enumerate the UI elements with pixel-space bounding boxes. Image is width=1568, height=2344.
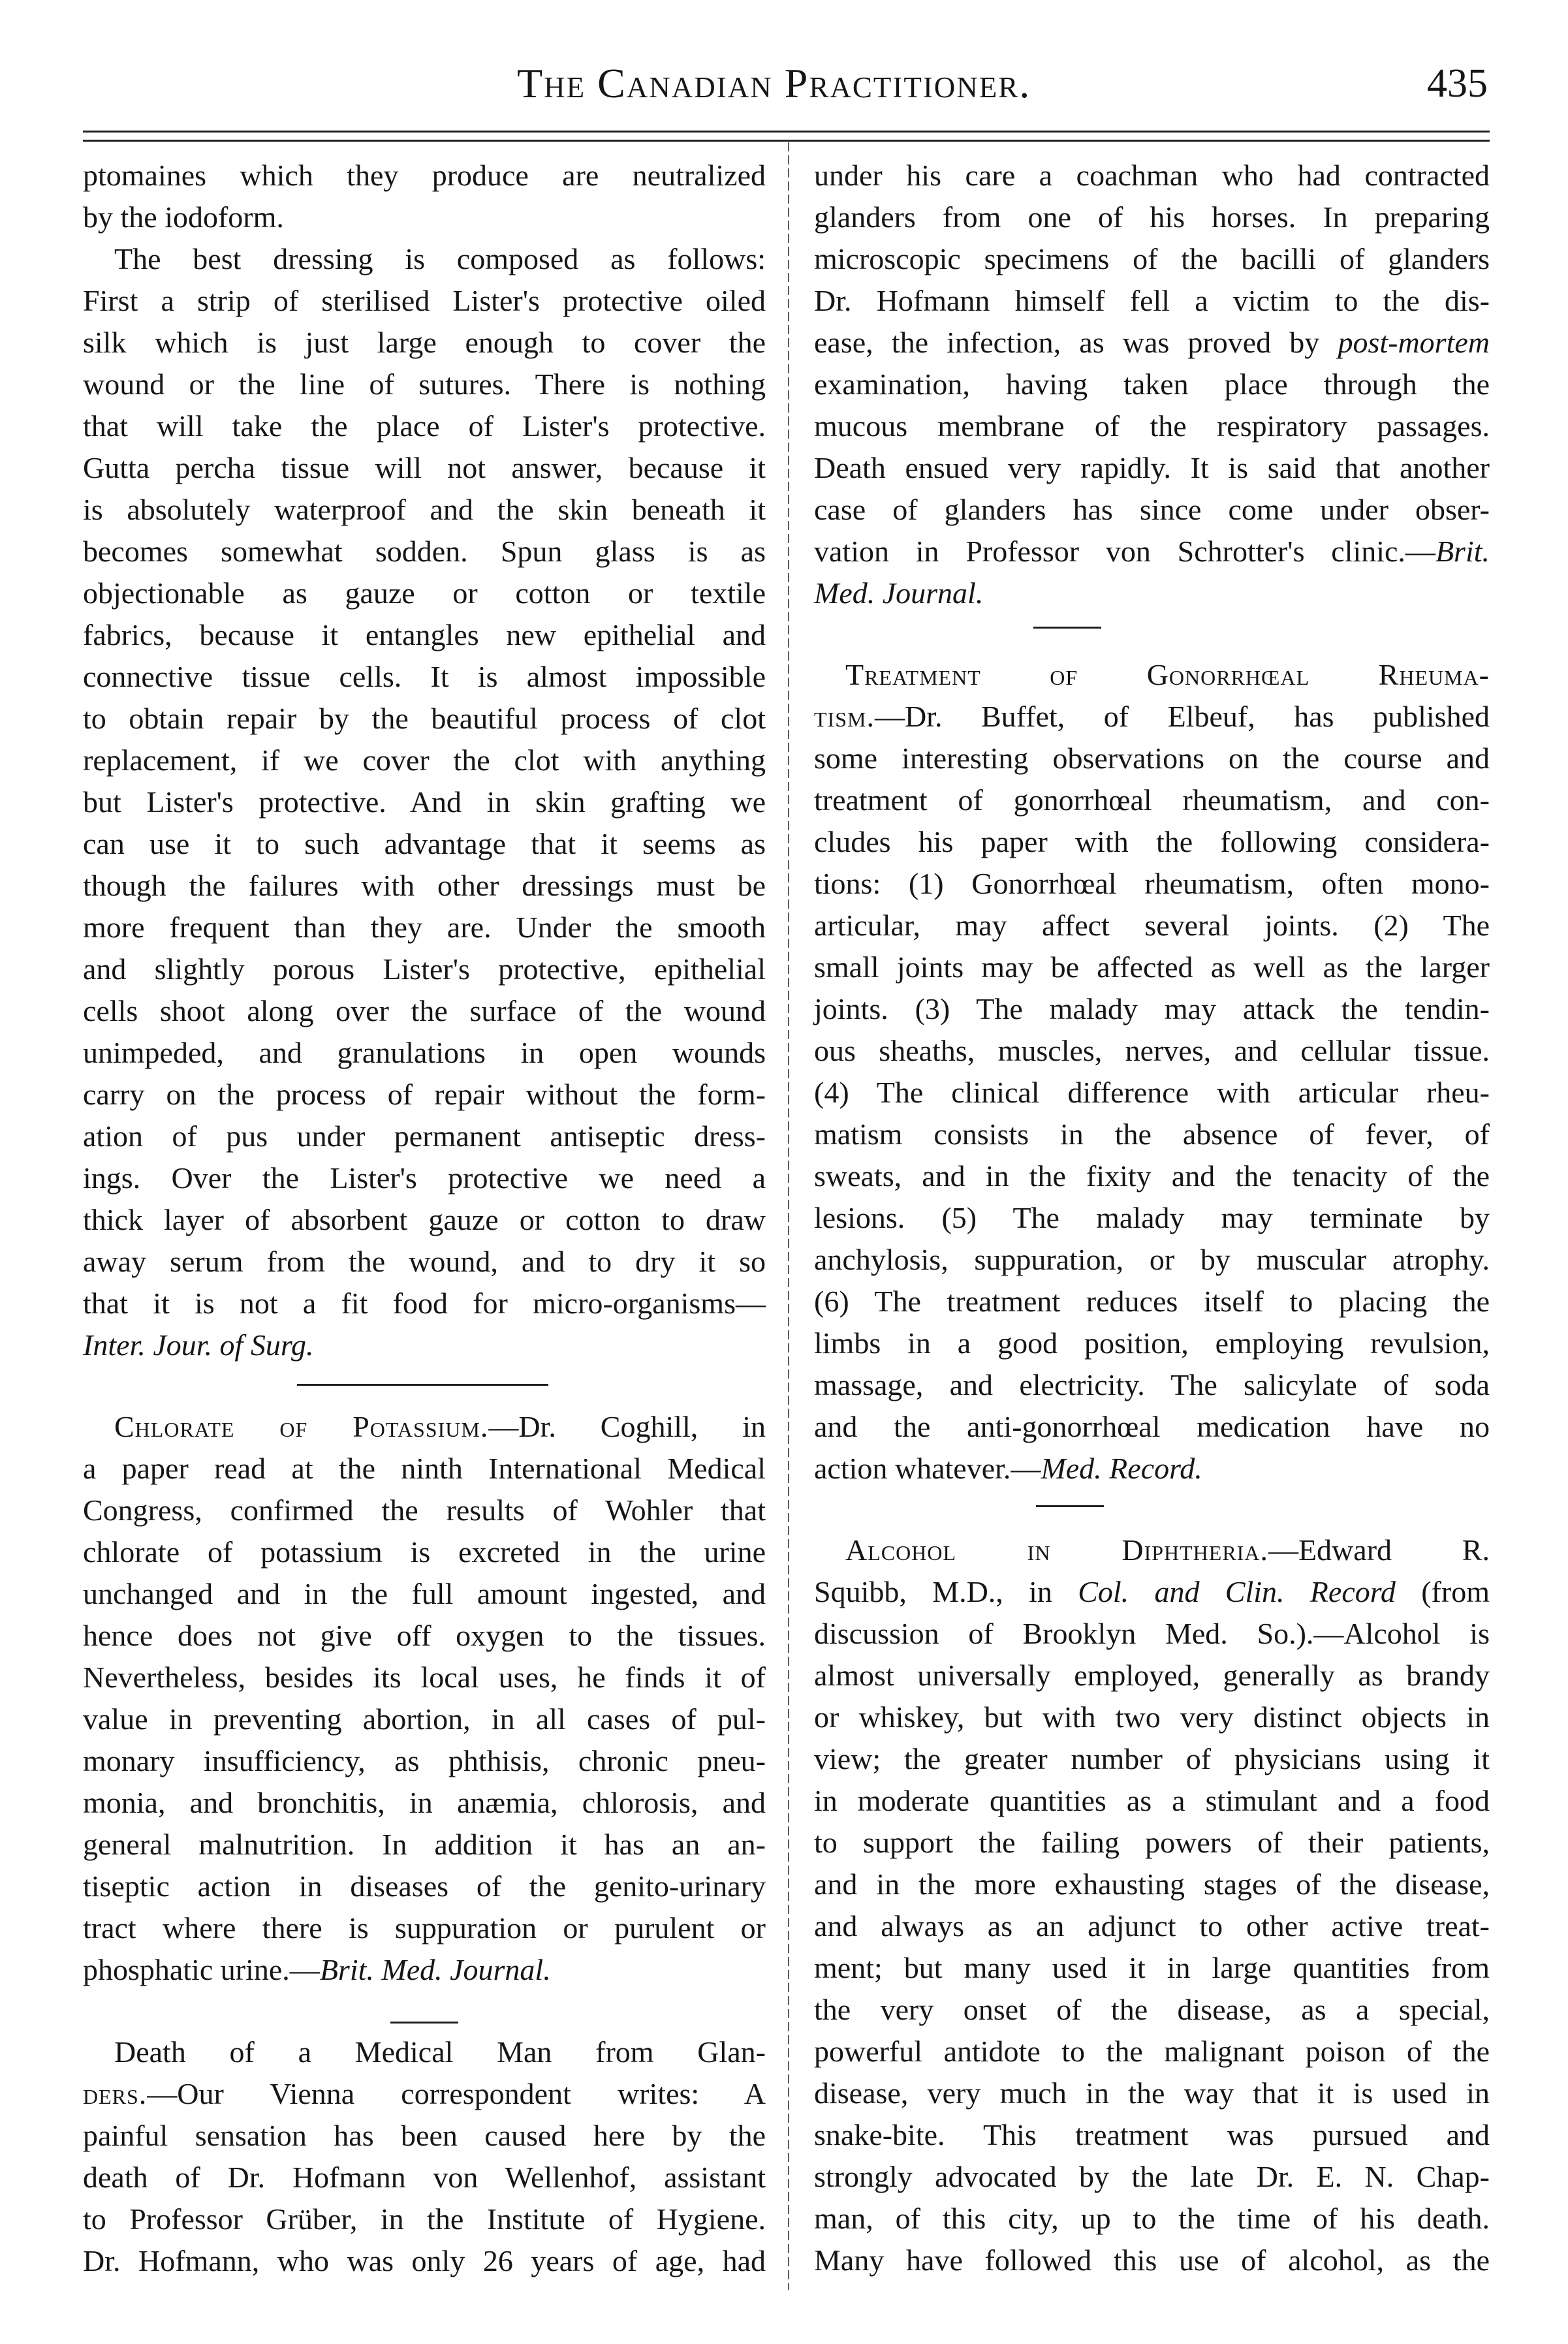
article-heading: ders.: [83, 2077, 148, 2110]
article-heading: Chlorate of Potassium.: [114, 1410, 489, 1443]
text-line: Dr. Hofmann himself fell a victim to the dis-: [814, 284, 1490, 317]
text-line: glanders from one of his horses. In preparing: [814, 200, 1490, 234]
text-line: (4) The clinical difference with articular rheu-: [814, 1076, 1490, 1109]
column-divider: [788, 142, 789, 2290]
line-text: vation in Professor von Schrotter's clinic.—: [814, 535, 1435, 568]
text-line: connective tissue cells. It is almost impossible: [83, 660, 766, 693]
text-line: lesions. (5) The malady may terminate by: [814, 1201, 1490, 1234]
text-line: objectionable as gauze or cotton or textile: [83, 576, 766, 610]
text-line: chlorate of potassium is excreted in the urine: [83, 1535, 766, 1569]
text-line: [814, 1448, 1490, 1490]
text-line: almost universally employed, generally as brandy: [814, 1659, 1490, 1692]
text-line: though the failures with other dressings must be: [83, 869, 766, 902]
line-text: ease, the infection, as was proved by: [814, 326, 1338, 359]
text-line: value in preventing abortion, in all cases of pul-: [83, 1702, 766, 1736]
text-line: that it is not a fit food for micro-organisms—: [83, 1287, 766, 1320]
lead-text: —Dr. Coghill, in: [488, 1410, 766, 1443]
text-line: Death of a Medical Man from Glan-: [114, 2035, 766, 2069]
text-line: monary insufficiency, as phthisis, chronic pneu-: [83, 1744, 766, 1777]
text-line: sweats, and in the fixity and the tenacity of the: [814, 1159, 1490, 1193]
source-citation: Inter. Jour. of Surg.: [83, 1328, 314, 1362]
text-line: cells shoot along over the surface of the wound: [83, 994, 766, 1027]
article-heading: tism.: [814, 700, 875, 733]
text-line: [83, 2073, 766, 2115]
text-line: (6) The treatment reduces itself to placing the: [814, 1285, 1490, 1318]
text-line: strongly advocated by the late Dr. E. N. Chap-: [814, 2160, 1490, 2193]
text-line: Nevertheless, besides its local uses, he finds it of: [83, 1661, 766, 1694]
text-line: silk which is just large enough to cover the: [83, 326, 766, 359]
text-line: case of glanders has since come under obser-: [814, 493, 1490, 526]
text-line: Death ensued very rapidly. It is said that another: [814, 451, 1490, 484]
text-line: fabrics, because it entangles new epithelial and: [83, 618, 766, 651]
section-separator: [1036, 1505, 1104, 1507]
article-heading: Treatment of Gonorrhœal Rheuma-: [845, 658, 1490, 691]
lead-text: —Dr. Buffet, of Elbeuf, has published: [874, 700, 1490, 733]
text-line: anchylosis, suppuration, or by muscular atrophy.: [814, 1243, 1490, 1276]
text-line: powerful antidote to the malignant poison of the: [814, 2035, 1490, 2068]
text-line: or whiskey, but with two very distinct objects in: [814, 1700, 1490, 1734]
italic-term: post-mortem: [1338, 326, 1490, 359]
article-heading: Alcohol in Diphtheria.: [845, 1533, 1268, 1567]
text-line: to obtain repair by the beautiful process of clot: [83, 702, 766, 735]
text-line: [814, 1571, 1490, 1613]
text-line: hence does not give off oxygen to the tissues.: [83, 1619, 766, 1652]
text-line: unchanged and in the full amount ingested, and: [83, 1577, 766, 1610]
text-line: small joints may be affected as well as the larger: [814, 950, 1490, 984]
text-line: under his care a coachman who had contracted: [814, 159, 1490, 192]
text-line: Congress, confirmed the results of Wohler that: [83, 1493, 766, 1527]
text-line: joints. (3) The malady may attack the tendin-: [814, 992, 1490, 1025]
text-line: tions: (1) Gonorrhœal rheumatism, often mono-: [814, 867, 1490, 900]
text-line: by the iodoform.: [83, 200, 284, 234]
source-citation: Med. Journal.: [814, 576, 984, 610]
text-line: tract where there is suppuration or purulent or: [83, 1911, 766, 1945]
text-line: First a strip of sterilised Lister's protective oiled: [83, 284, 766, 317]
text-line: limbs in a good position, employing revulsion,: [814, 1326, 1490, 1360]
text-line: ings. Over the Lister's protective we need a: [83, 1161, 766, 1195]
text-line: thick layer of absorbent gauze or cotton to draw: [83, 1203, 766, 1236]
text-line: some interesting observations on the course and: [814, 742, 1490, 775]
header-rule-top: [83, 131, 1490, 133]
text-line: cludes his paper with the following considera-: [814, 825, 1490, 858]
text-line: man, of this city, up to the time of his death.: [814, 2202, 1490, 2235]
journal-title: Col. and Clin. Record: [1078, 1575, 1396, 1608]
section-separator: [390, 2022, 458, 2024]
text-line: [814, 696, 1490, 738]
line-text: action whatever.—: [814, 1452, 1041, 1485]
text-line: disease, very much in the way that it is used in: [814, 2076, 1490, 2110]
source-citation: Med. Record.: [1041, 1452, 1202, 1485]
text-line: view; the greater number of physicians using it: [814, 1742, 1490, 1775]
text-line: ment; but many used it in large quantities from: [814, 1951, 1490, 1984]
text-line: The best dressing is composed as follows:: [114, 242, 766, 275]
text-line: Gutta percha tissue will not answer, because it: [83, 451, 766, 484]
text-line: matism consists in the absence of fever, of: [814, 1117, 1490, 1151]
text-line: ptomaines which they produce are neutralized: [83, 159, 766, 192]
text-line: a paper read at the ninth International Medical: [83, 1452, 766, 1485]
text-line: but Lister's protective. And in skin grafting we: [83, 785, 766, 819]
text-line: the very onset of the disease, as a special,: [814, 1993, 1490, 2026]
text-line: carry on the process of repair without the form-: [83, 1078, 766, 1111]
section-separator: [297, 1384, 548, 1386]
text-line: tiseptic action in diseases of the genito-urinary: [83, 1869, 766, 1903]
line-text: (from: [1395, 1575, 1490, 1608]
running-header-title: The Canadian Practitioner.: [517, 60, 1031, 106]
text-line: Dr. Hofmann, who was only 26 years of age, had: [83, 2244, 766, 2277]
text-line: ous sheaths, muscles, nerves, and cellular tissue.: [814, 1034, 1490, 1067]
text-line: to support the failing powers of their patients,: [814, 1826, 1490, 1859]
text-line: is absolutely waterproof and the skin beneath it: [83, 493, 766, 526]
section-separator: [1033, 627, 1101, 629]
source-citation: Brit. Med. Journal.: [319, 1953, 551, 1986]
lead-text: —Edward R.: [1268, 1533, 1490, 1567]
text-line: [814, 531, 1490, 572]
text-line: general malnutrition. In addition it has an an-: [83, 1828, 766, 1861]
text-line: mucous membrane of the respiratory passages.: [814, 409, 1490, 443]
text-line: wound or the line of sutures. There is nothing: [83, 367, 766, 401]
text-line: replacement, if we cover the clot with anything: [83, 743, 766, 777]
text-line: [814, 322, 1490, 364]
text-line: Many have followed this use of alcohol, as the: [814, 2243, 1490, 2277]
text-line: ation of pus under permanent antiseptic dress-: [83, 1119, 766, 1153]
page-number: 435: [1427, 61, 1488, 106]
text-line: away serum from the wound, and to dry it so: [83, 1245, 766, 1278]
text-line: in moderate quantities as a stimulant and a food: [814, 1784, 1490, 1817]
source-citation: Brit.: [1435, 535, 1490, 568]
header-rule-bottom: [83, 140, 1490, 142]
text-line: discussion of Brooklyn Med. So.).—Alcohol is: [814, 1617, 1490, 1650]
text-line: microscopic specimens of the bacilli of glanders: [814, 242, 1490, 275]
line-text: Squibb, M.D., in: [814, 1575, 1078, 1608]
line-text: phosphatic urine.—: [83, 1953, 320, 1986]
text-line: to Professor Grüber, in the Institute of Hygiene.: [83, 2202, 766, 2236]
text-line: [83, 1949, 766, 1991]
text-line: massage, and electricity. The salicylate of soda: [814, 1368, 1490, 1401]
text-line: snake-bite. This treatment was pursued and: [814, 2118, 1490, 2151]
text-line: that will take the place of Lister's protective.: [83, 409, 766, 443]
text-line: unimpeded, and granulations in open wounds: [83, 1036, 766, 1069]
text-line: articular, may affect several joints. (2) The: [814, 909, 1490, 942]
text-line: treatment of gonorrhœal rheumatism, and con-: [814, 783, 1490, 817]
text-line: monia, and bronchitis, in anæmia, chlorosis, and: [83, 1786, 766, 1819]
lead-text: —Our Vienna correspondent writes: A: [147, 2077, 766, 2110]
text-line: can use it to such advantage that it seems as: [83, 827, 766, 860]
text-line: and in the more exhausting stages of the disease,: [814, 1867, 1490, 1901]
text-line: becomes somewhat sodden. Spun glass is as: [83, 535, 766, 568]
text-line: painful sensation has been caused here by the: [83, 2119, 766, 2152]
text-line: examination, having taken place through the: [814, 367, 1490, 401]
text-line: [83, 1406, 766, 1448]
text-line: [814, 1529, 1490, 1571]
text-line: and slightly porous Lister's protective, epithelial: [83, 952, 766, 986]
text-line: and always as an adjunct to other active treat-: [814, 1909, 1490, 1943]
text-line: and the anti-gonorrhœal medication have no: [814, 1410, 1490, 1443]
text-line: death of Dr. Hofmann von Wellenhof, assistant: [83, 2161, 766, 2194]
text-line: more frequent than they are. Under the smooth: [83, 911, 766, 944]
